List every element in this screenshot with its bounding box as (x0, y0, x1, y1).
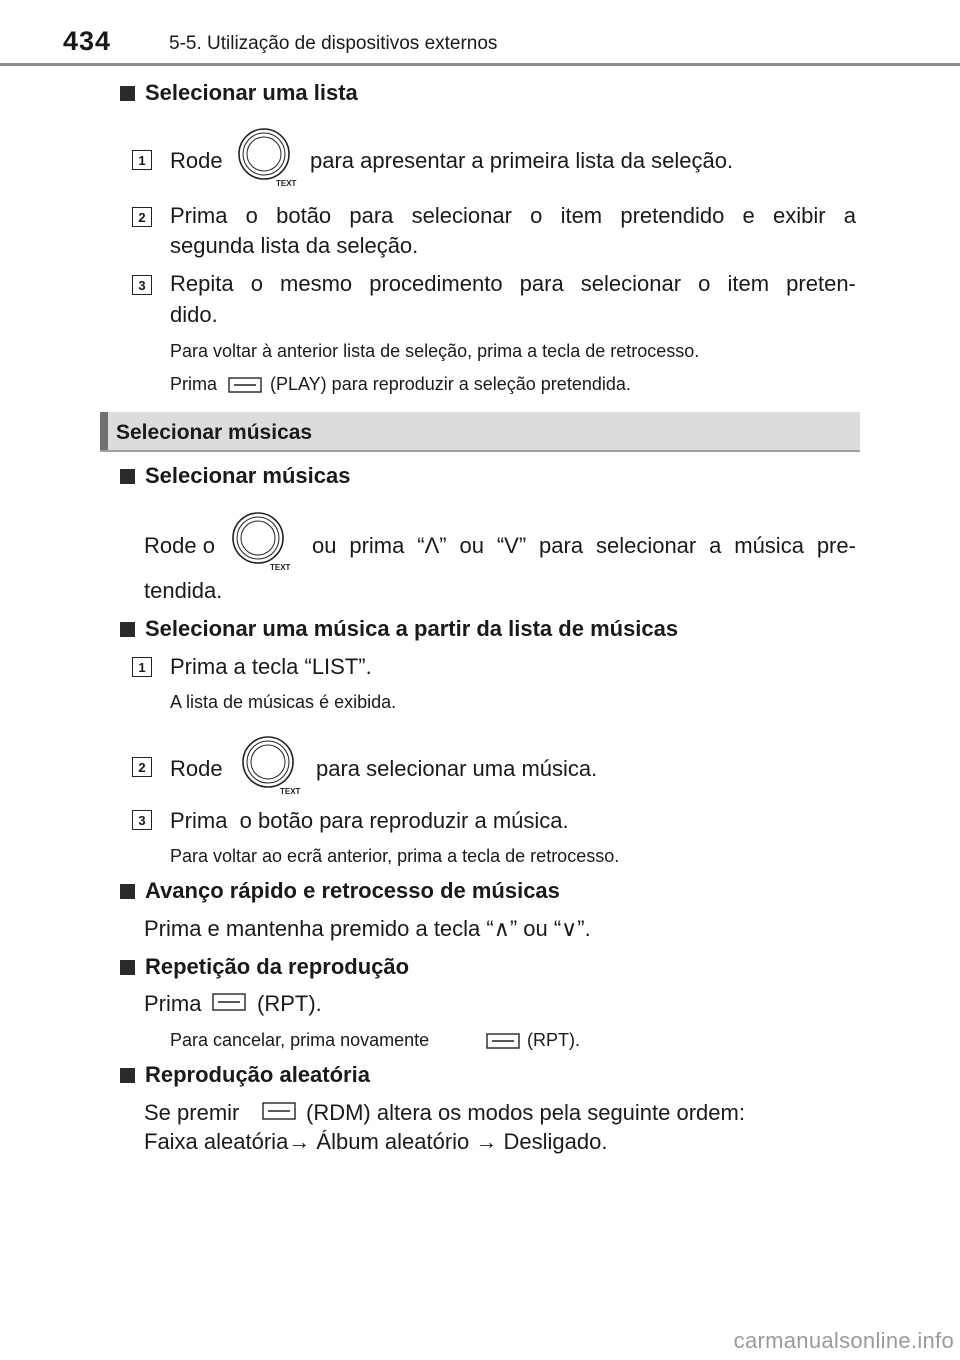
step-number: 2 (132, 207, 152, 227)
knob-label: TEXT (280, 787, 301, 796)
repeat-text-end: (RPT). (257, 991, 322, 1016)
knob-label: TEXT (270, 563, 291, 572)
heading-text: Selecionar uma lista (145, 80, 358, 105)
page-number: 434 (63, 26, 112, 56)
step-number: 2 (132, 757, 152, 777)
from-list-step3: Prima o botão para reproduzir a música. (170, 808, 569, 833)
bullet-square (120, 86, 135, 101)
section-bar-accent (100, 412, 108, 450)
step-number: 1 (132, 657, 152, 677)
preset-key-icon (486, 1033, 520, 1049)
from-list-step1: Prima a tecla “LIST”. (170, 654, 372, 679)
running-header: 5-5. Utilização de dispositivos externos (169, 33, 498, 54)
knob-label: TEXT (276, 179, 297, 188)
select-music-line1-start: Rode o (144, 533, 215, 558)
step-number: 3 (132, 810, 152, 830)
note-back: Para voltar à anterior lista de seleção, prima a tecla de retrocesso. (170, 341, 700, 361)
heading-text: Avanço rápido e retrocesso de músicas (145, 878, 560, 903)
bullet-square (120, 622, 135, 637)
bullet-square (120, 960, 135, 975)
heading-fast-forward (120, 878, 560, 904)
heading-text: Selecionar uma música a partir da lista de músicas (145, 616, 679, 641)
bullet-square (120, 469, 135, 484)
step2-line1: Prima o botão para selecionar o item pretendido e exibir a (170, 203, 856, 228)
from-list-step2-start: Rode (170, 756, 223, 781)
step-number: 3 (132, 275, 152, 295)
step2-line2: segunda lista da seleção. (170, 233, 419, 258)
heading-text: Repetição da reprodução (145, 954, 410, 979)
preset-key-icon (212, 993, 246, 1011)
watermark: carmanualsonline.info (733, 1328, 954, 1353)
note-list-shown: A lista de músicas é exibida. (170, 692, 397, 712)
select-music-line1-end: ou prima “Λ” ou “V” para selecionar a música pre- (312, 533, 856, 558)
tune-knob-icon (236, 124, 300, 188)
heading-select-songs (120, 463, 350, 489)
step1-text-start: Rode (170, 148, 223, 173)
heading-select-list (120, 80, 358, 106)
step1-text-end: para apresentar a primeira lista da seleção. (310, 148, 734, 173)
heading-text: Selecionar músicas (145, 463, 351, 488)
note-play-end: (PLAY) para reproduzir a seleção pretendida. (270, 374, 631, 394)
note-previous-screen: Para voltar ao ecrã anterior, prima a tecla de retrocesso. (170, 846, 620, 866)
preset-key-icon (228, 377, 262, 393)
step3-line2: dido. (170, 302, 218, 327)
heading-text: Reprodução aleatória (145, 1062, 370, 1087)
repeat-note-end: (RPT). (527, 1030, 580, 1050)
note-play-start: Prima (170, 374, 218, 394)
step3-line1: Repita o mesmo procedimento para selecionar o item preten- (170, 271, 856, 296)
fast-forward-text: Prima e mantenha premido a tecla “∧” ou “∨”. (144, 916, 591, 941)
heading-from-list (120, 616, 678, 642)
step-number: 1 (132, 150, 152, 170)
section-title: Selecionar músicas (116, 421, 313, 444)
bullet-square (120, 1068, 135, 1083)
tune-knob-icon (230, 508, 294, 572)
random-line1-start: Se premir (144, 1100, 240, 1125)
random-line2: Faixa aleatória→ Álbum aleatório → Desligado. (144, 1129, 608, 1154)
section-bar (100, 412, 860, 452)
heading-repeat (120, 954, 409, 980)
preset-key-icon (262, 1102, 296, 1120)
header-rule (0, 63, 960, 66)
repeat-note-start: Para cancelar, prima novamente (170, 1030, 430, 1050)
tune-knob-icon (240, 732, 304, 796)
bullet-square (120, 884, 135, 899)
select-music-line2: tendida. (144, 578, 223, 603)
from-list-step2-end: para selecionar uma música. (316, 756, 598, 781)
repeat-text-start: Prima (144, 991, 202, 1016)
random-line1-end: (RDM) altera os modos pela seguinte ordem: (306, 1100, 745, 1125)
heading-random (120, 1062, 370, 1088)
